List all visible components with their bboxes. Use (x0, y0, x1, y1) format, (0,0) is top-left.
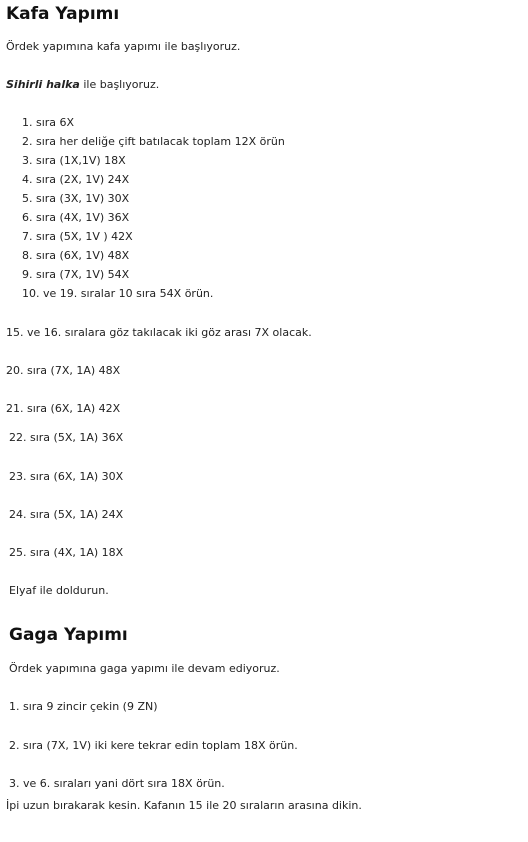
list-item: 6. sıra (4X, 1V) 36X (22, 211, 130, 224)
gaga-row-2: 2. sıra (7X, 1V) iki kere tekrar edin toplam 18X örün. (9, 739, 298, 752)
list-item: 1. sıra 6X (22, 116, 75, 129)
eyes-note: 15. ve 16. sıralara göz takılacak iki göz arası 7X olacak. (6, 326, 312, 339)
stuffing-note: Elyaf ile doldurun. (9, 584, 109, 597)
row-25: 25. sıra (4X, 1A) 18X (9, 546, 124, 559)
row-21: 21. sıra (6X, 1A) 42X (6, 402, 121, 415)
list-item: 8. sıra (6X, 1V) 48X (22, 249, 130, 262)
gaga-row-1: 1. sıra 9 zincir çekin (9 ZN) (9, 700, 158, 713)
row-24: 24. sıra (5X, 1A) 24X (9, 508, 124, 521)
list-item: 9. sıra (7X, 1V) 54X (22, 268, 130, 281)
kafa-title: Kafa Yapımı (6, 4, 120, 24)
row-23: 23. sıra (6X, 1A) 30X (9, 470, 124, 483)
list-item: 4. sıra (2X, 1V) 24X (22, 173, 130, 186)
finish-note: İpi uzun bırakarak kesin. Kafanın 15 ile 20 sıraların arasına dikin. (6, 799, 362, 812)
magic-ring-line (6, 78, 159, 92)
row-22: 22. sıra (5X, 1A) 36X (9, 431, 124, 444)
row-20: 20. sıra (7X, 1A) 48X (6, 364, 121, 377)
list-item: 3. sıra (1X,1V) 18X (22, 154, 126, 167)
list-item: 2. sıra her deliğe çift batılacak toplam 12X örün (22, 135, 285, 148)
gaga-intro: Ördek yapımına gaga yapımı ile devam ediyoruz. (9, 662, 280, 675)
list-item: 5. sıra (3X, 1V) 30X (22, 192, 130, 205)
magic-ring-term: Sihirli halka (6, 78, 80, 91)
list-item: 10. ve 19. sıralar 10 sıra 54X örün. (22, 287, 214, 300)
magic-ring-rest: ile başlıyoruz. (79, 78, 160, 91)
list-item: 7. sıra (5X, 1V ) 42X (22, 230, 133, 243)
gaga-title: Gaga Yapımı (9, 625, 128, 645)
gaga-row-3: 3. ve 6. sıraları yani dört sıra 18X örün. (9, 777, 225, 790)
kafa-intro: Ördek yapımına kafa yapımı ile başlıyoruz. (6, 40, 241, 53)
